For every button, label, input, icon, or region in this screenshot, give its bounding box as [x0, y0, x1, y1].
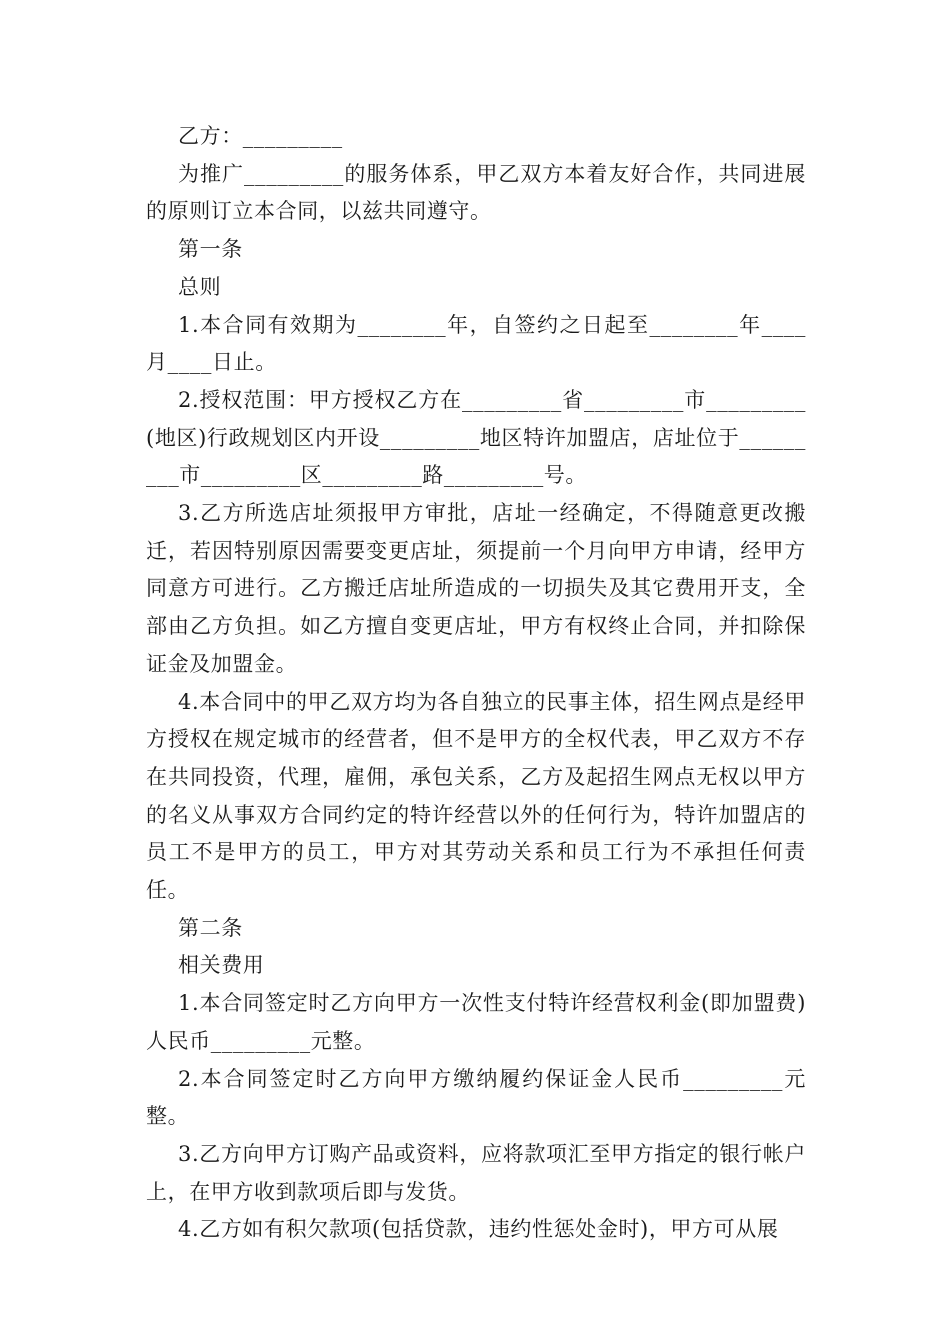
article-1-clause-4: 4.本合同中的甲乙双方均为各自独立的民事主体，招生网点是经甲方授权在规定城市的经营者，但不是甲方的全权代表，甲乙双方不存在共同投资，代理，雇佣，承包关系，乙方及起招生网点无权以甲方的名义从事双方合同约定的特许经营以外的任何行为，特许加盟店的员工不是甲方的员工，甲方对其劳动关系和员工行为不承担任何责任。: [146, 689, 806, 903]
article-2-number: 第二条: [178, 915, 243, 940]
article-2-clause-1: 1.本合同签定时乙方向甲方一次性支付特许经营权利金(即加盟费)人民币_________元整。: [146, 991, 806, 1053]
preamble-paragraph: 为推广_________的服务体系，甲乙双方本着友好合作，共同进展的原则订立本合同，以兹共同遵守。: [146, 161, 806, 224]
article-2-clause-4: 4.乙方如有积欠款项(包括贷款，违约性惩处金时)，甲方可从展: [178, 1217, 779, 1242]
article-2-title: 相关费用: [178, 953, 265, 978]
article-1-clause-1: 1.本合同有效期为________年，自签约之日起至________年____月____日止。: [146, 312, 806, 375]
article-1-title: 总则: [178, 274, 222, 299]
contract-page: [146, 118, 806, 1249]
article-1-clause-3: 3.乙方所选店址须报甲方审批，店址一经确定，不得随意更改搬迁，若因特别原因需要变更店址，须提前一个月向甲方申请，经甲方同意方可进行。乙方搬迁店址所造成的一切损失及其它费用开支，全部由乙方负担。如乙方擅自变更店址，甲方有权终止合同，并扣除保证金及加盟金。: [146, 501, 806, 676]
article-2-clause-2: 2.本合同签定时乙方向甲方缴纳履约保证金人民币_________元整。: [146, 1066, 806, 1129]
article-2-clause-3: 3.乙方向甲方订购产品或资料，应将款项汇至甲方指定的银行帐户上，在甲方收到款项后即与发货。: [146, 1141, 806, 1204]
party-b-line: 乙方：_________: [178, 124, 343, 148]
article-1-clause-2: 2.授权范围：甲方授权乙方在_________省_________市_________(地区)行政规划区内开设_________地区特许加盟店，店址位于_________市_________区_________路_________号。: [146, 387, 806, 488]
article-1-number: 第一条: [178, 237, 243, 262]
